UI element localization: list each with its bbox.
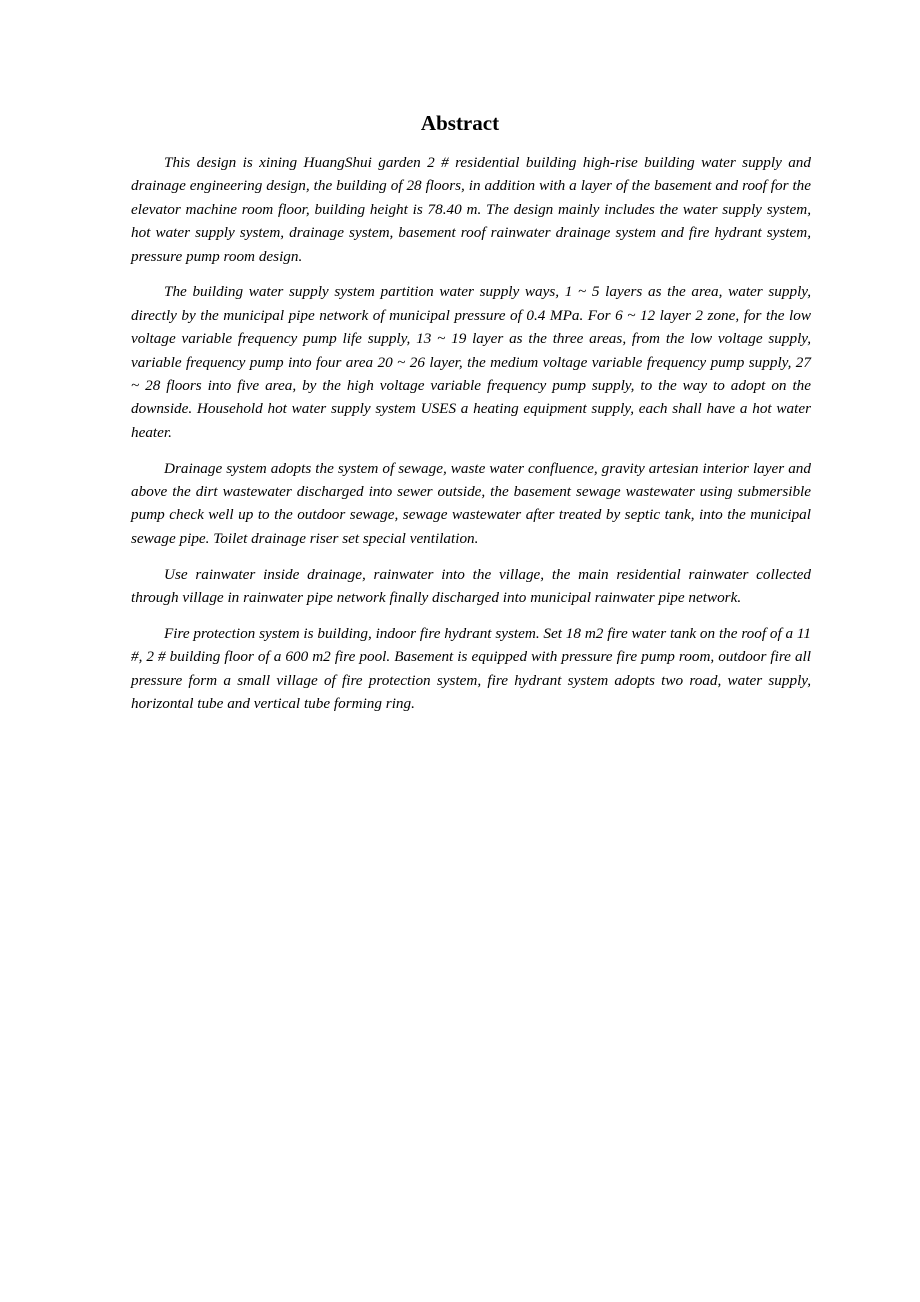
abstract-paragraph: This design is xining HuangShui garden 2 # residential building high-rise building water supply and drainage engineering design, the building of 28 floors, in addition with a layer of the basement and roof for the elevator machine room floor, building height is 78.40 m. The design mainly includes the water supply system, hot water supply system, drainage system, basement roof rainwater drainage system and fire hydrant system, pressure pump room design. (131, 154, 811, 265)
abstract-paragraph: The building water supply system partition water supply ways, 1 ~ 5 layers as the area, water supply, directly by the municipal pipe network of municipal pressure of 0.4 MPa. For 6 ~ 12 layer 2 zone, for the low voltage variable frequency pump life supply, 13 ~ 19 layer as the three areas, from the low voltage supply, variable frequency pump into four area 20 ~ 26 layer, the medium voltage variable frequency pump supply, 27 ~ 28 floors into five area, by the high voltage variable frequency pump supply, to the way to adopt on the downside. Household hot water supply system USES a heating equipment supply, each shall have a hot water heater. (131, 283, 811, 441)
abstract-paragraph: Use rainwater inside drainage, rainwater into the village, the main residential rainwater collected through village in rainwater pipe network finally discharged into municipal rainwater pipe network. (131, 565, 811, 607)
abstract-paragraph: Drainage system adopts the system of sewage, waste water confluence, gravity artesian interior layer and above the dirt wastewater discharged into sewer outside, the basement sewage wastewater using submersible pump check well up to the outdoor sewage, sewage wastewater after treated by septic tank, into the municipal sewage pipe. Toilet drainage riser set special ventilation. (131, 459, 811, 547)
abstract-paragraph: Fire protection system is building, indoor fire hydrant system. Set 18 m2 fire water tank on the roof of a 11 #, 2 # building floor of a 600 m2 fire pool. Basement is equipped with pressure fire pump room, outdoor fire all pressure form a small village of fire protection system, fire hydrant system adopts two road, water supply, horizontal tube and vertical tube forming ring. (131, 624, 811, 713)
abstract-body (131, 151, 811, 728)
abstract-title: Abstract (420, 111, 500, 135)
